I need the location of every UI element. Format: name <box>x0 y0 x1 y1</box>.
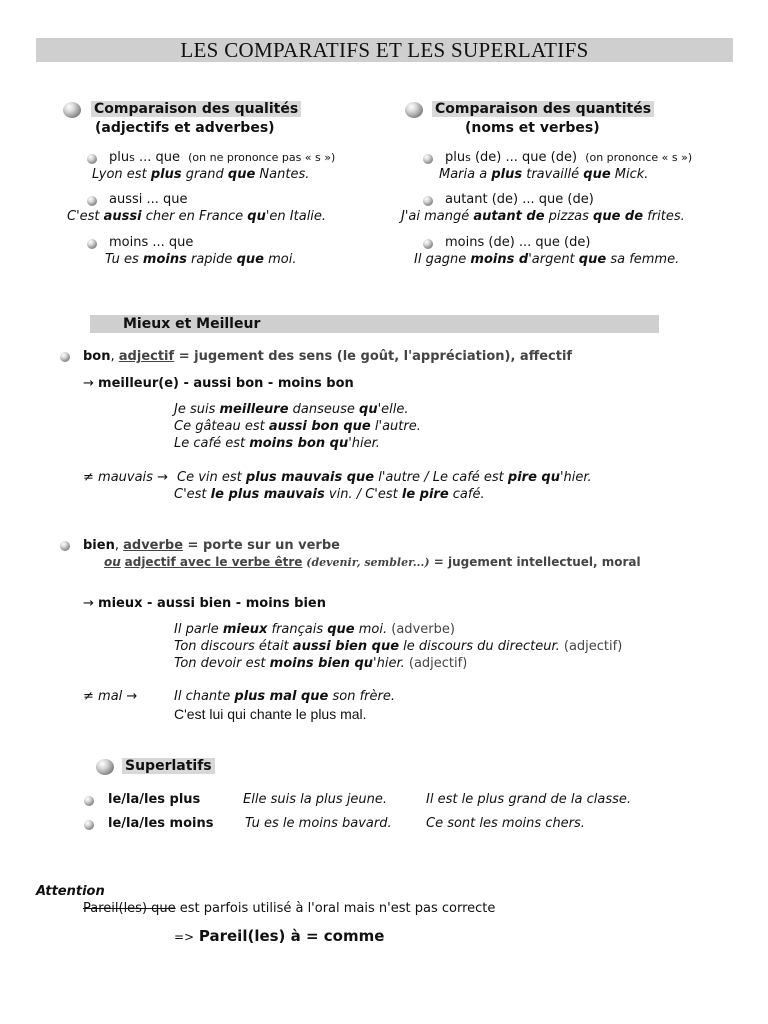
bullet-ball-icon <box>63 102 81 118</box>
example-aussi-bon: Ce gâteau est aussi bon que l'autre. <box>174 419 421 434</box>
bullet-icon <box>87 196 97 206</box>
example-mieux: Il parle mieux français que moi. (adverbe) <box>174 622 455 637</box>
example-plus-mauvais: Ce vin est plus mauvais que l'autre / Le café est pire qu'hier. <box>177 470 592 485</box>
bullet-ball-icon <box>96 759 114 775</box>
heading-qualites: Comparaison des qualités <box>91 101 301 117</box>
superlatif-plus-label: le/la/les plus <box>108 792 201 807</box>
superlatif-moins-label: le/la/les moins <box>108 816 214 831</box>
example-aussi: C'est aussi cher en France qu'en Italie. <box>67 209 327 224</box>
bien-definition-adjectif: ou adjectif avec le verbe être (devenir, sembler...) = jugement intellectuel, moral <box>104 555 641 569</box>
bullet-icon <box>84 820 94 830</box>
rule-plus-de-que-de: plus (de) ... que (de) (on prononce « s ») <box>445 150 693 165</box>
rule-moins-de: moins (de) ... que (de) <box>445 235 591 250</box>
example-autant: J'ai mangé autant de pizzas que de frites. <box>401 209 685 224</box>
bullet-icon <box>87 239 97 249</box>
mal-label: ≠ mal → <box>83 689 138 704</box>
attention-label: Attention <box>36 884 105 899</box>
superlatif-plus-example-2: Il est le plus grand de la classe. <box>426 792 632 807</box>
mieux-forms: → mieux - aussi bien - moins bien <box>83 596 327 611</box>
heading-superlatifs: Superlatifs <box>122 758 215 774</box>
example-moins-bien: Ton devoir est moins bien qu'hier. (adjectif) <box>174 656 468 671</box>
bullet-icon <box>423 154 433 164</box>
example-moins-bon: Le café est moins bon qu'hier. <box>174 436 380 451</box>
rule-plus-que: plus ... que (on ne prononce pas « s ») <box>109 150 336 165</box>
example-plus-quantite: Maria a plus travaillé que Mick. <box>439 167 649 182</box>
bullet-icon <box>84 796 94 806</box>
example-plus: Lyon est plus grand que Nantes. <box>92 167 310 182</box>
bullet-icon <box>60 541 70 551</box>
bullet-icon <box>87 154 97 164</box>
superlatif-plus-example-1: Elle suis la plus jeune. <box>243 792 388 807</box>
example-meilleure: Je suis meilleure danseuse qu'elle. <box>174 402 409 417</box>
example-le-pire: C'est le plus mauvais vin. / C'est le pire café. <box>174 487 485 502</box>
heading-quantites: Comparaison des quantités <box>432 101 654 117</box>
example-plus-mal: Il chante plus mal que son frère. <box>174 689 395 704</box>
superlatif-moins-example-2: Ce sont les moins chers. <box>426 816 585 831</box>
example-le-plus-mal: C'est lui qui chante le plus mal. <box>174 706 367 722</box>
subheading-quantites: (noms et verbes) <box>465 120 600 136</box>
mauvais-label: ≠ mauvais → <box>83 470 168 485</box>
superlatif-moins-example-1: Tu es le moins bavard. <box>245 816 392 831</box>
attention-note: Pareil(les) que est parfois utilisé à l'oral mais n'est pas correcte <box>83 901 496 916</box>
bullet-icon <box>423 196 433 206</box>
bien-definition: bien, adverbe = porte sur un verbe <box>83 538 340 553</box>
example-moins: Tu es moins rapide que moi. <box>105 252 297 267</box>
bon-definition: bon, adjectif = jugement des sens (le goût, l'appréciation), affectif <box>83 349 573 364</box>
rule-moins-que: moins ... que <box>109 235 194 250</box>
rule-autant: autant (de) ... que (de) <box>445 192 594 207</box>
bullet-icon <box>60 352 70 362</box>
rule-aussi-que: aussi ... que <box>109 192 188 207</box>
bullet-ball-icon <box>405 102 423 118</box>
meilleur-forms: → meilleur(e) - aussi bon - moins bon <box>83 376 354 391</box>
example-moins-quantite: Il gagne moins d'argent que sa femme. <box>414 252 680 267</box>
bullet-icon <box>423 239 433 249</box>
heading-mieux-meilleur: Mieux et Meilleur <box>123 316 261 332</box>
page-title: LES COMPARATIFS ET LES SUPERLATIFS <box>180 38 589 62</box>
example-aussi-bien: Ton discours était aussi bien que le discours du directeur. (adjectif) <box>174 639 623 654</box>
subheading-qualites: (adjectifs et adverbes) <box>95 120 275 136</box>
attention-correction: => Pareil(les) à = comme <box>174 927 385 945</box>
